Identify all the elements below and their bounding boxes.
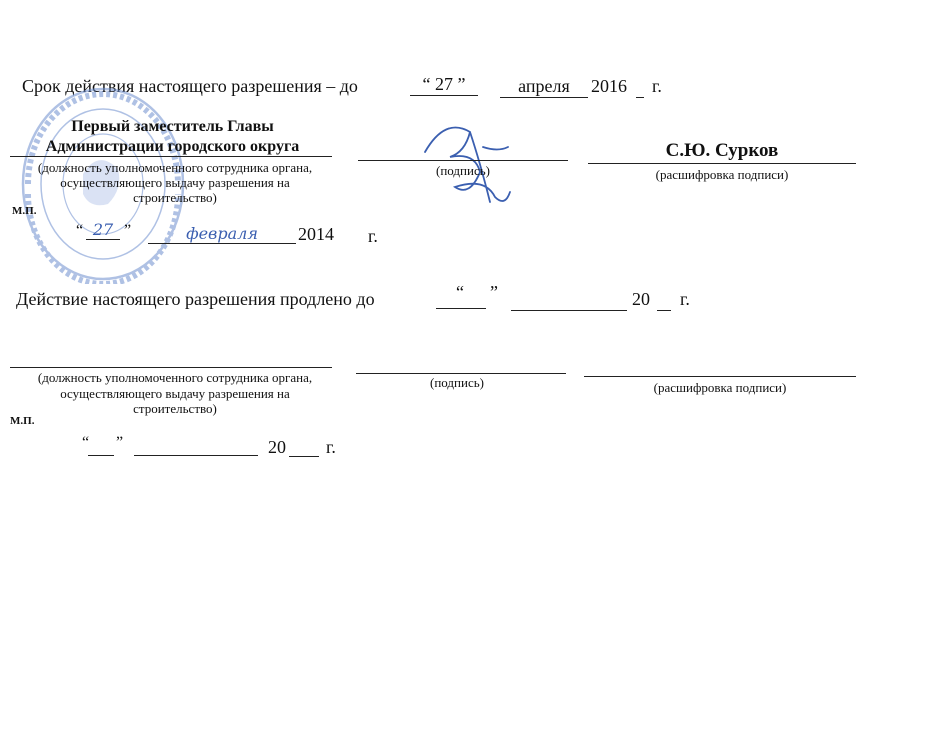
- name-caption2: (расшифровка подписи): [653, 380, 787, 395]
- date-day: 27: [86, 220, 120, 240]
- signatory-name: С.Ю. Сурков: [665, 140, 779, 161]
- validity-day: “ 27 ”: [410, 74, 478, 96]
- date2-quote-open: “: [82, 434, 90, 451]
- position-caption-line3: строительство): [133, 190, 217, 205]
- stamp-label2: М.П.: [10, 415, 35, 427]
- position-caption-line2: осуществляющего выдачу разрешения на: [60, 175, 290, 190]
- extension-year-suffix: г.: [680, 289, 690, 309]
- date-year: 2014: [298, 224, 334, 244]
- date-quote-close: ”: [124, 222, 132, 239]
- validity-year: 2016: [591, 76, 627, 96]
- signature-caption2: (подпись): [430, 375, 484, 390]
- validity-year-suffix: г.: [652, 76, 662, 96]
- name-caption: (расшифровка подписи): [655, 167, 789, 182]
- position-line1: Первый заместитель Главы: [71, 118, 274, 135]
- signature-icon: [415, 112, 525, 212]
- validity-text: Срок действия настоящего разрешения – до: [22, 76, 358, 96]
- position-caption2-line3: строительство): [133, 401, 217, 416]
- position-caption2-line2: осуществляющего выдачу разрешения на: [60, 386, 290, 401]
- date-month: февраля: [148, 224, 296, 244]
- position-caption2-line1: (должность уполномоченного сотрудника органа,: [37, 370, 313, 385]
- date2-quote-close: ”: [116, 434, 124, 451]
- extension-quote-close: ”: [490, 282, 498, 302]
- date2-year-suffix: г.: [326, 437, 336, 457]
- date-year-suffix: г.: [368, 226, 378, 246]
- date2-year-prefix: 20: [268, 437, 286, 457]
- date-quote-open: “: [76, 222, 84, 239]
- extension-text: Действие настоящего разрешения продлено до: [16, 289, 375, 309]
- position-line2: Администрации городского округа: [45, 138, 300, 155]
- extension-year-prefix: 20: [632, 289, 650, 309]
- position-caption-line1: (должность уполномоченного сотрудника органа,: [37, 160, 313, 175]
- signature-caption: (подпись): [436, 163, 490, 178]
- stamp-label: М.П.: [12, 205, 37, 217]
- extension-day-blank: “: [436, 286, 486, 309]
- validity-month: апреля: [500, 76, 588, 98]
